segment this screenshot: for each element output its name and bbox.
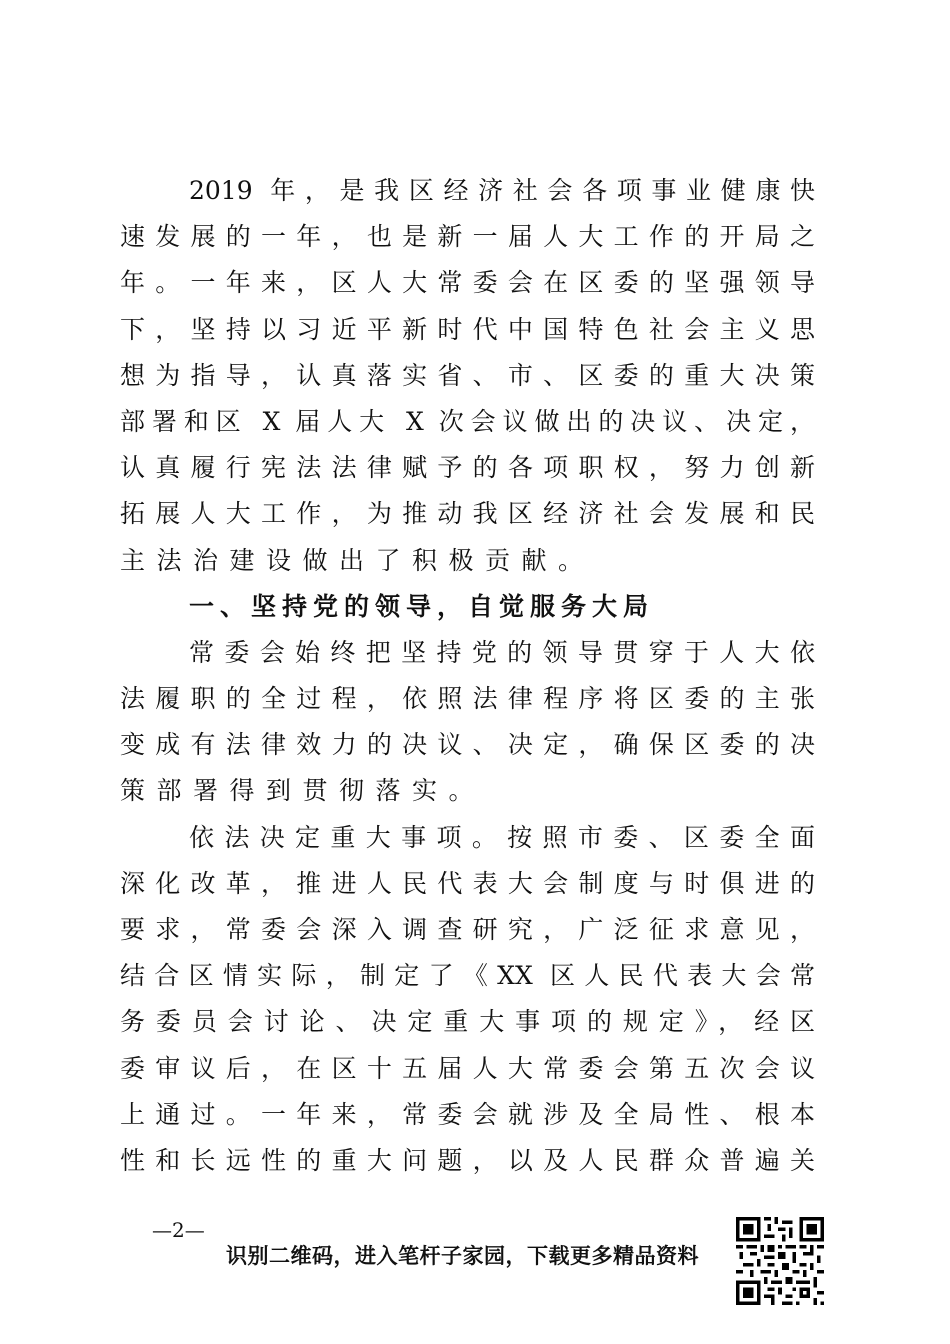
page-number: —2—: [152, 1218, 205, 1242]
paragraph-line: 主法治建设做出了积极贡献。: [120, 545, 595, 575]
paragraph-line: 要求，常委会深入调查研究，广泛征求意见，: [120, 915, 815, 944]
paragraph-line: 委审议后，在区十五届人大常委会第五次会议: [120, 1053, 815, 1083]
paragraph-line: 法履职的全过程，依照法律程序将区委的主张: [120, 684, 815, 714]
paragraph-line: 2019 年，是我区经济社会各项事业健康快: [189, 176, 815, 205]
paragraph-line: 部署和区 X 届人大 X 次会议做出的决议、决定，: [120, 406, 815, 436]
paragraph-line: 务委员会讨论、决定重大事项的规定》，经区: [120, 1007, 815, 1037]
paragraph-line: 年。一年来，区人大常委会在区委的坚强领导: [120, 268, 815, 298]
paragraph-line: 性和长远性的重大问题，以及人民群众普遍关: [120, 1145, 815, 1175]
paragraph-line: 速发展的一年，也是新一届人大工作的开局之: [120, 222, 815, 252]
document-body: [120, 168, 815, 1184]
paragraph-line: 想为指导，认真落实省、市、区委的重大决策: [120, 360, 815, 390]
paragraph-line: 常委会始终把坚持党的领导贯穿于人大依: [189, 637, 815, 667]
download-banner: 识别二维码，进入笔杆子家园，下载更多精品资料: [226, 1243, 699, 1268]
paragraph-line: 拓展人大工作，为推动我区经济社会发展和民: [120, 499, 815, 529]
paragraph-line: 变成有法律效力的决议、决定，确保区委的决: [120, 730, 815, 760]
paragraph-line: 认真履行宪法法律赋予的各项职权，努力创新: [120, 453, 815, 483]
qr-code-icon[interactable]: [736, 1217, 824, 1305]
paragraph-line: 上通过。一年来，常委会就涉及全局性、根本: [120, 1099, 815, 1129]
paragraph-line: 结合区情实际，制定了《XX 区人民代表大会常: [120, 961, 815, 991]
paragraph-line: 下，坚持以习近平新时代中国特色社会主义思: [120, 314, 815, 344]
paragraph-line: 依法决定重大事项。按照市委、区委全面: [189, 822, 815, 852]
paragraph-line: 策部署得到贯彻落实。: [120, 776, 486, 806]
paragraph-line: 深化改革，推进人民代表大会制度与时俱进的: [120, 868, 815, 898]
section-heading: 一、坚持党的领导，自觉服务大局: [189, 591, 655, 621]
